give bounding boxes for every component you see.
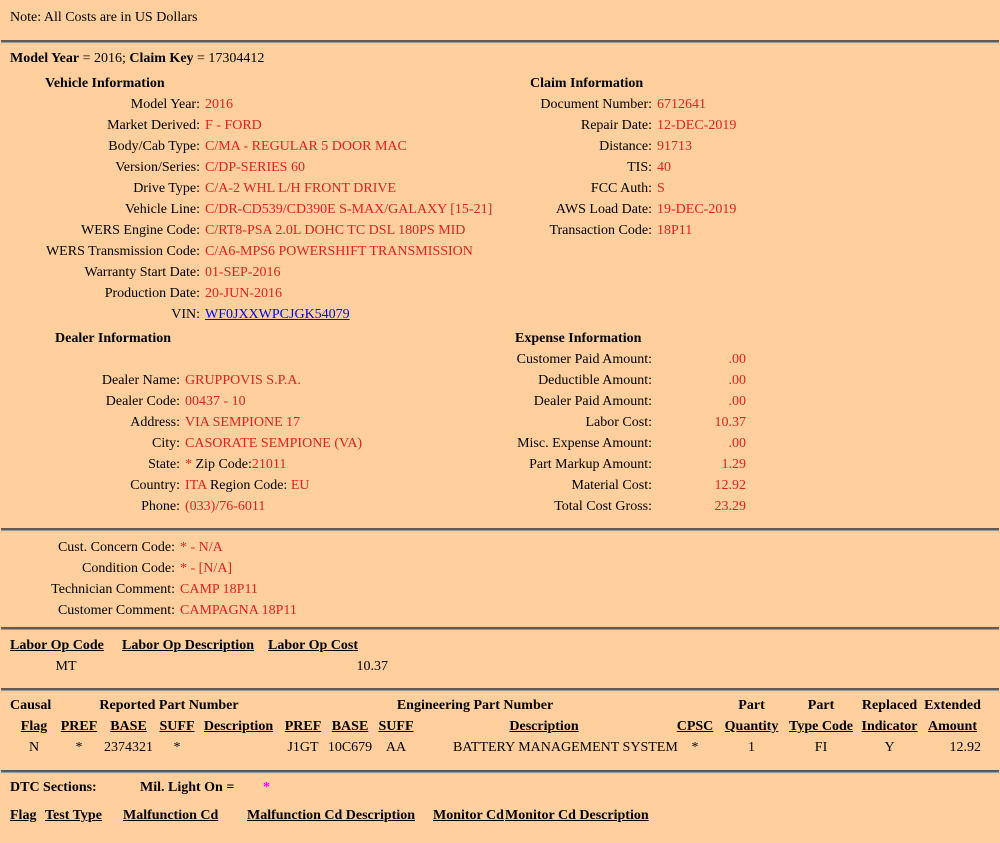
suff-header: SUFF — [378, 719, 414, 734]
type-code-header: Type Code — [789, 719, 853, 734]
info-row — [10, 600, 1000, 621]
base-header: BASE — [331, 719, 369, 734]
field-label: Technician Comment: — [51, 582, 175, 597]
vehicle-information-section — [0, 69, 500, 325]
expense-row — [500, 433, 1000, 454]
base-header: BASE — [110, 719, 147, 734]
expense-row — [500, 391, 1000, 412]
field-label: Repair Date: — [580, 118, 652, 133]
field-label: Market Derived: — [107, 118, 200, 133]
amount-header: Amount — [928, 719, 978, 734]
field-value: .00 — [728, 373, 746, 388]
country-region-row — [10, 475, 500, 496]
vin-row — [10, 304, 500, 325]
field-label: Deductible Amount: — [538, 373, 652, 388]
info-row — [10, 136, 500, 157]
labor-op-cost-value: 10.37 — [356, 659, 388, 674]
state-zip-row — [10, 454, 500, 475]
field-value: 6712641 — [657, 97, 706, 112]
section-divider — [1, 528, 999, 531]
field-label: Condition Code: — [82, 561, 175, 576]
field-value: * - N/A — [180, 540, 223, 555]
field-value: 18P11 — [657, 223, 693, 238]
field-value: 01-SEP-2016 — [205, 265, 281, 280]
field-label: Warranty Start Date: — [84, 265, 200, 280]
suff-value: AA — [385, 740, 407, 755]
dtc-monitor-cd-header: Monitor Cd — [433, 808, 504, 823]
labor-op-code-value: MT — [55, 659, 77, 674]
claim-title — [0, 48, 1000, 69]
field-label: WERS Transmission Code: — [45, 244, 200, 259]
labor-op-data-row — [10, 656, 1000, 677]
section-divider — [1, 688, 999, 691]
expense-information-section — [500, 328, 1000, 517]
dtc-section-line — [0, 777, 1000, 798]
field-value: 1.29 — [721, 457, 746, 472]
field-value: 40 — [657, 160, 671, 175]
indicator-header: Indicator — [861, 719, 918, 734]
labor-op-cost-header: Labor Op Cost — [268, 638, 358, 653]
causal-group-header: Causal — [10, 698, 52, 713]
info-row — [10, 283, 500, 304]
field-label: Production Date: — [104, 286, 200, 301]
claim-information-section — [500, 69, 1000, 325]
engineering-part-number-group-header: Engineering Part Number — [396, 698, 554, 713]
dtc-flag-header: Flag — [10, 808, 37, 823]
expense-row — [500, 370, 1000, 391]
state-label: State: — [148, 457, 180, 472]
base-value: 2374321 — [104, 740, 153, 755]
field-label: Distance: — [599, 139, 652, 154]
field-value: 00437 - 10 — [185, 394, 246, 409]
info-row — [500, 94, 1000, 115]
field-value: C/DR-CD539/CD390E S-MAX/GALAXY [15-21] — [205, 202, 493, 217]
labor-op-description-value — [122, 656, 268, 677]
dtc-header-row — [0, 805, 1000, 826]
pref-value: * — [75, 740, 83, 755]
field-label: Dealer Code: — [105, 394, 180, 409]
info-row — [10, 157, 500, 178]
section-divider — [1, 770, 999, 773]
country-label: Country: — [130, 478, 180, 493]
cpsc-value: * — [691, 740, 699, 755]
field-label: Labor Cost: — [585, 415, 652, 430]
field-value: .00 — [728, 394, 746, 409]
expense-row — [500, 475, 1000, 496]
empty-group-header — [670, 695, 720, 716]
pref-header: PREF — [60, 719, 98, 734]
info-row — [10, 199, 500, 220]
reported-part-number-group-header: Reported Part Number — [99, 698, 239, 713]
vin-link[interactable]: WF0JXXWPCJGK54079 — [205, 307, 350, 322]
model-year-key: Model Year — [10, 51, 80, 66]
total-cost-value: 23.29 — [714, 499, 746, 514]
field-label: Customer Comment: — [57, 603, 175, 618]
field-label: FCC Auth: — [590, 181, 652, 196]
pref-value: J1GT — [287, 740, 319, 755]
concern-section — [0, 537, 1000, 621]
flag-value: N — [28, 740, 40, 755]
field-value: C/DP-SERIES 60 — [205, 160, 305, 175]
model-year-value: = 2016; — [82, 51, 126, 66]
info-row — [10, 433, 500, 454]
field-value: CASORATE SEMPIONE (VA) — [185, 436, 363, 451]
field-value: .00 — [728, 436, 746, 451]
total-cost-label: Total Cost Gross: — [554, 499, 652, 514]
field-label: TIS: — [627, 160, 652, 175]
dealer-information-header: Dealer Information — [55, 331, 171, 346]
field-label: Dealer Paid Amount: — [533, 394, 652, 409]
suff-header: SUFF — [159, 719, 195, 734]
pref-header: PREF — [284, 719, 322, 734]
claim-information-header: Claim Information — [530, 76, 644, 91]
description-header: Description — [203, 719, 274, 734]
field-label: Vehicle Line: — [124, 202, 200, 217]
section-divider — [1, 40, 999, 43]
type-code-value: FI — [814, 740, 828, 755]
info-row — [500, 199, 1000, 220]
info-row — [10, 412, 500, 433]
labor-op-code-header: Labor Op Code — [10, 638, 104, 653]
parts-table — [10, 695, 985, 758]
info-row — [10, 537, 1000, 558]
description-value — [197, 737, 280, 758]
info-row — [10, 178, 500, 199]
cpsc-header: CPSC — [676, 719, 714, 734]
mil-light-on-label: Mil. Light On = — [140, 780, 235, 795]
field-value: GRUPPOVIS S.P.A. — [185, 373, 301, 388]
dtc-sections-label: DTC Sections: — [10, 780, 97, 795]
field-value: C/A-2 WHL L/H FRONT DRIVE — [205, 181, 397, 196]
field-value: C/RT8-PSA 2.0L DOHC TC DSL 180PS MID — [205, 223, 466, 238]
state-value: * — [185, 457, 192, 472]
region-value: EU — [290, 478, 310, 493]
field-value: 12.92 — [714, 478, 746, 493]
field-label: Material Cost: — [571, 478, 652, 493]
info-row — [500, 157, 1000, 178]
field-label: Dealer Name: — [101, 373, 180, 388]
labor-op-description-header: Labor Op Description — [122, 638, 254, 653]
field-value: 12-DEC-2019 — [657, 118, 737, 133]
description-value: BATTERY MANAGEMENT SYSTEM — [453, 740, 678, 755]
field-label: Address: — [130, 415, 180, 430]
extended-group-header: Extended — [924, 698, 981, 713]
dealer-information-section — [0, 328, 500, 517]
field-label: Version/Series: — [115, 160, 200, 175]
info-row — [10, 241, 500, 262]
info-bottom-columns — [0, 328, 1000, 517]
field-value: 10.37 — [714, 415, 746, 430]
dtc-monitor-cd-description-header: Monitor Cd Description — [505, 808, 649, 823]
info-row — [500, 220, 1000, 241]
field-label: Phone: — [141, 499, 180, 514]
info-row — [10, 115, 500, 136]
country-value: ITA — [185, 478, 207, 493]
quantity-value: 1 — [748, 740, 756, 755]
info-row — [500, 178, 1000, 199]
field-label: Model Year: — [130, 97, 200, 112]
zip-label: Zip Code: — [195, 457, 252, 472]
section-divider — [1, 627, 999, 630]
field-label: City: — [151, 436, 180, 451]
expense-information-header: Expense Information — [515, 331, 642, 346]
field-label: Misc. Expense Amount: — [517, 436, 652, 451]
field-value: S — [657, 181, 665, 196]
field-value: 19-DEC-2019 — [657, 202, 737, 217]
suff-value: * — [173, 740, 181, 755]
info-top-columns — [0, 69, 1000, 325]
info-row — [10, 558, 1000, 579]
info-row — [10, 220, 500, 241]
quantity-header: Quantity — [724, 719, 779, 734]
parts-group-header-row — [10, 695, 985, 716]
field-label: Cust. Concern Code: — [57, 540, 175, 555]
info-row — [10, 579, 1000, 600]
field-value: .00 — [728, 352, 746, 367]
info-row — [10, 391, 500, 412]
description-header: Description — [509, 719, 579, 734]
region-label: Region Code: — [209, 478, 288, 493]
dtc-malfunction-cd-header: Malfunction Cd — [123, 808, 219, 823]
field-label: Customer Paid Amount: — [516, 352, 652, 367]
expense-row — [500, 412, 1000, 433]
spacer-row — [10, 349, 500, 370]
dtc-malfunction-cd-description-header: Malfunction Cd Description — [247, 808, 415, 823]
expense-row — [500, 349, 1000, 370]
costs-note-text: Note: All Costs are in US Dollars — [10, 10, 198, 25]
field-label: AWS Load Date: — [555, 202, 652, 217]
expense-row — [500, 454, 1000, 475]
vin-label: VIN: — [171, 307, 200, 322]
indicator-value: Y — [884, 740, 895, 755]
field-label: Transaction Code: — [549, 223, 652, 238]
field-value: 91713 — [657, 139, 692, 154]
field-value: 20-JUN-2016 — [205, 286, 282, 301]
part-type-group-header: Part — [807, 698, 835, 713]
field-value: (033)/76-6011 — [185, 499, 266, 514]
field-value: C/A6-MPS6 POWERSHIFT TRANSMISSION — [205, 244, 473, 259]
dtc-test-type-header: Test Type — [45, 808, 102, 823]
info-row — [500, 136, 1000, 157]
field-value: C/MA - REGULAR 5 DOOR MAC — [205, 139, 407, 154]
info-row — [10, 370, 500, 391]
replaced-group-header: Replaced — [861, 698, 918, 713]
labor-op-table — [10, 635, 1000, 677]
field-value: 2016 — [205, 97, 233, 112]
field-label: Part Markup Amount: — [529, 457, 652, 472]
info-row — [10, 496, 500, 517]
field-value: VIA SEMPIONE 17 — [185, 415, 301, 430]
parts-column-header-row — [10, 716, 985, 737]
info-row — [500, 115, 1000, 136]
field-label: Body/Cab Type: — [108, 139, 200, 154]
labor-op-header-row — [10, 635, 1000, 656]
amount-value: 12.92 — [949, 740, 982, 755]
expense-row — [500, 496, 1000, 517]
field-label: WERS Engine Code: — [81, 223, 200, 238]
field-value: * - [N/A] — [180, 561, 233, 576]
field-label: Document Number: — [540, 97, 652, 112]
flag-header: Flag — [20, 719, 48, 734]
zip-value: 21011 — [251, 457, 287, 472]
field-label: Drive Type: — [133, 181, 200, 196]
field-value: F - FORD — [205, 118, 262, 133]
vehicle-information-header: Vehicle Information — [45, 76, 165, 91]
costs-note — [0, 0, 1000, 28]
field-value: CAMPAGNA 18P11 — [180, 603, 297, 618]
mil-light-on-value: * — [263, 780, 270, 795]
parts-data-row — [10, 737, 985, 758]
info-row — [10, 262, 500, 283]
claim-key-label: Claim Key — [129, 51, 194, 66]
info-row — [10, 94, 500, 115]
part-quantity-group-header: Part — [738, 698, 765, 713]
claim-key-value: = 17304412 — [197, 51, 265, 66]
field-value: CAMP 18P11 — [180, 582, 258, 597]
base-value: 10C679 — [327, 740, 373, 755]
